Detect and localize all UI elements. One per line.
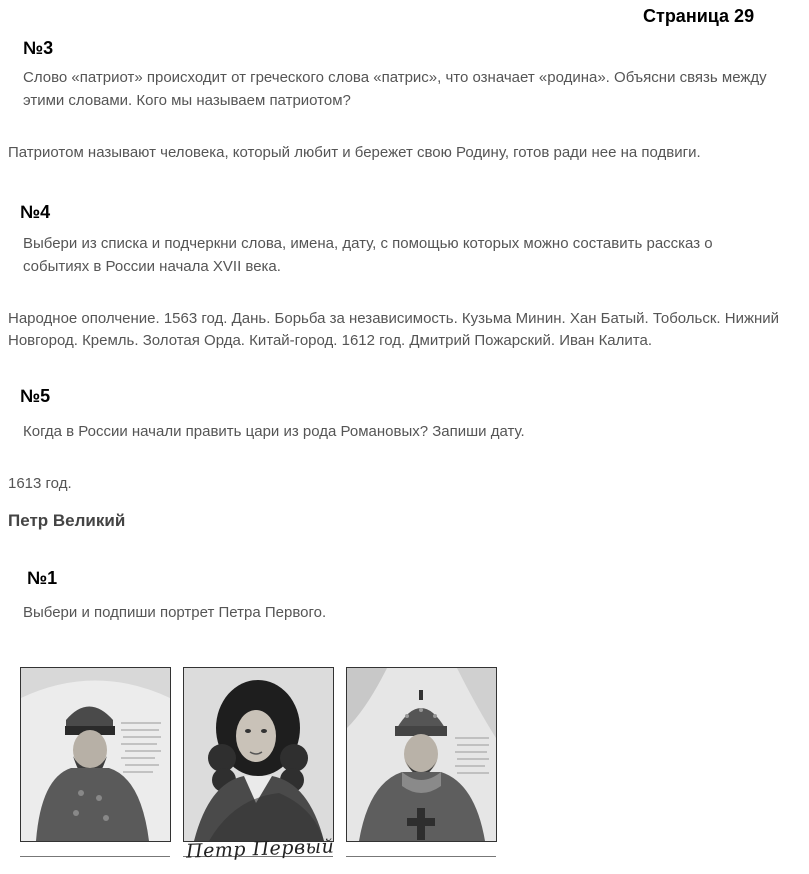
portrait-tsar-2-image (347, 668, 496, 841)
portrait-peter-image (184, 668, 333, 841)
task-3-number: №3 (23, 38, 54, 58)
task-5-answer: 1613 год. (8, 475, 72, 492)
portrait-tsar-1[interactable] (20, 667, 171, 842)
task-4-question: Выбери из списка и подчеркни слова, имена, дату, с помощью которых можно составить рассказ о событиях в России начала XVII века. (23, 235, 713, 275)
task-4-answer: Народное ополчение. 1563 год. Дань. Борьба за независимость. Кузьма Минин. Хан Батый. Тобольск. Нижний Новгород. Кремль. Золотая Орда. Китай-город. 1612 год. Дмитрий Пожарский. Иван Калита. (8, 310, 780, 349)
signature-line-3[interactable] (346, 856, 496, 857)
portrait-tsar-1-image (21, 668, 170, 841)
signature-line-1[interactable] (20, 856, 170, 857)
task-3-answer: Патриотом называют человека, который любит и бережет свою Родину, готов ради нее на подвиги. (8, 144, 701, 161)
portrait-peter[interactable] (183, 667, 334, 842)
section-title: Петр Великий (8, 511, 126, 530)
task-5-number: №5 (20, 386, 51, 406)
task-5-question: Когда в России начали править цари из рода Романовых? Запиши дату. (23, 423, 525, 440)
task-3-question: Слово «патриот» происходит от греческого слова «патрис», что означает «родина». Объясни связь между этими словами. Кого мы называем патриотом? (23, 69, 767, 109)
task-4-number: №4 (20, 202, 51, 222)
section-task-number: №1 (27, 568, 58, 588)
portrait-tsar-2[interactable] (346, 667, 497, 842)
handwritten-signature: Петр Первый (185, 835, 335, 863)
page-number: Страница 29 (643, 6, 755, 26)
section-task-question: Выбери и подпиши портрет Петра Первого. (23, 604, 327, 621)
